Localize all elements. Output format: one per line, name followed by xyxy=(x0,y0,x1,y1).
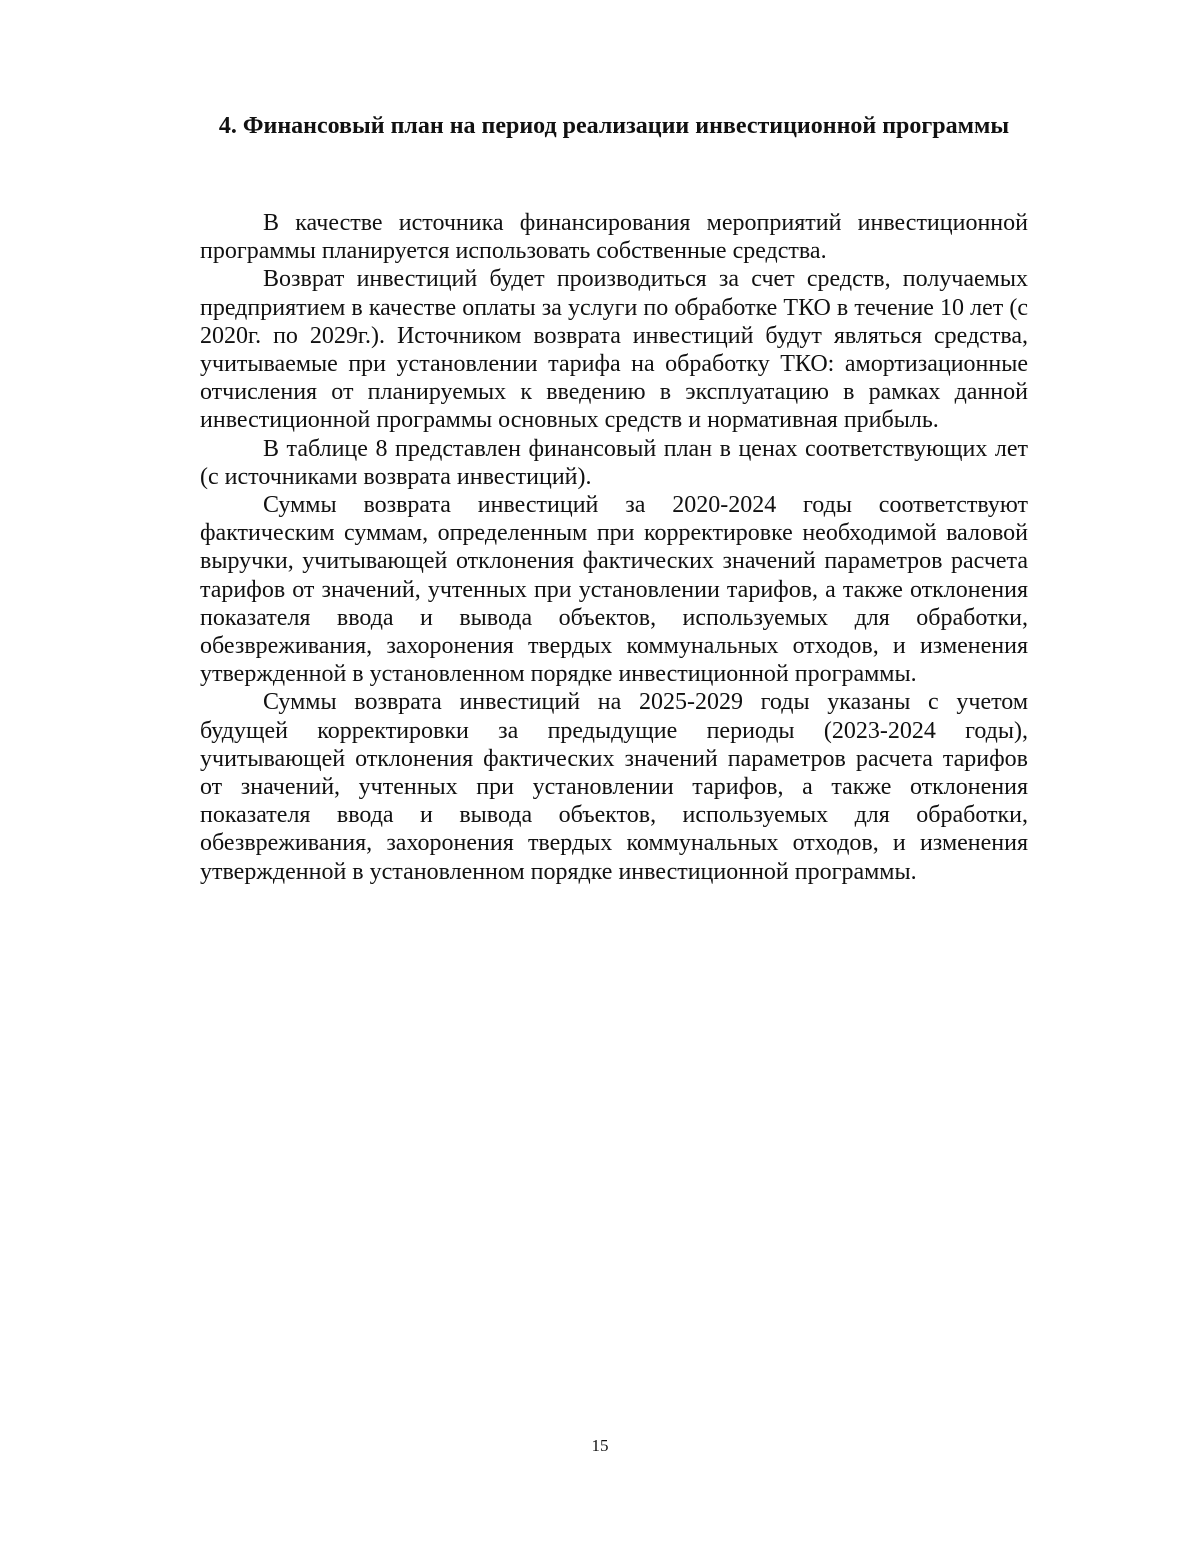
paragraph-funding-source: В качестве источника финансирования мероприятий инвестиционной программы планируется использовать собственные средства. xyxy=(200,210,1028,265)
section-heading: 4. Финансовый план на период реализации инвестиционной программы xyxy=(218,113,1010,139)
paragraph-investment-return: Возврат инвестиций будет производиться за счет средств, получаемых предприятием в качестве оплаты за услуги по обработке ТКО в течение 10 лет (с 2020г. по 2029г.). Источником возврата инвестиций будут являться средства, учитываемые при установлении тарифа на обработку ТКО: амортизационные отчисления от планируемых к введению в эксплуатацию в рамках данной инвестиционной программы основных средств и нормативная прибыль. xyxy=(200,266,1028,434)
page-number: 15 xyxy=(591,1436,609,1455)
paragraph-amounts-2025-2029: Суммы возврата инвестиций на 2025-2029 годы указаны с учетом будущей корректировки за предыдущие периоды (2023-2024 годы), учитывающей отклонения фактических значений параметров расчета тарифов от значений, учтенных при установлении тарифов, а также отклонения показателя ввода и вывода объектов, используемых для обработки, обезвреживания, захоронения твердых коммунальных отходов, и изменения утвержденной в установленном порядке инвестиционной программы. xyxy=(200,689,1028,885)
paragraph-table-reference: В таблице 8 представлен финансовый план в ценах соответствующих лет (с источниками возврата инвестиций). xyxy=(200,435,1028,490)
paragraph-amounts-2020-2024: Суммы возврата инвестиций за 2020-2024 годы соответствуют фактическим суммам, определенным при корректировке необходимой валовой выручки, учитывающей отклонения фактических значений параметров расчета тарифов от значений, учтенных при установлении тарифов, а также отклонения показателя ввода и вывода объектов, используемых для обработки, обезвреживания, захоронения твердых коммунальных отходов, и изменения утвержденной в установленном порядке инвестиционной программы. xyxy=(200,492,1028,688)
body-text xyxy=(200,209,1028,886)
